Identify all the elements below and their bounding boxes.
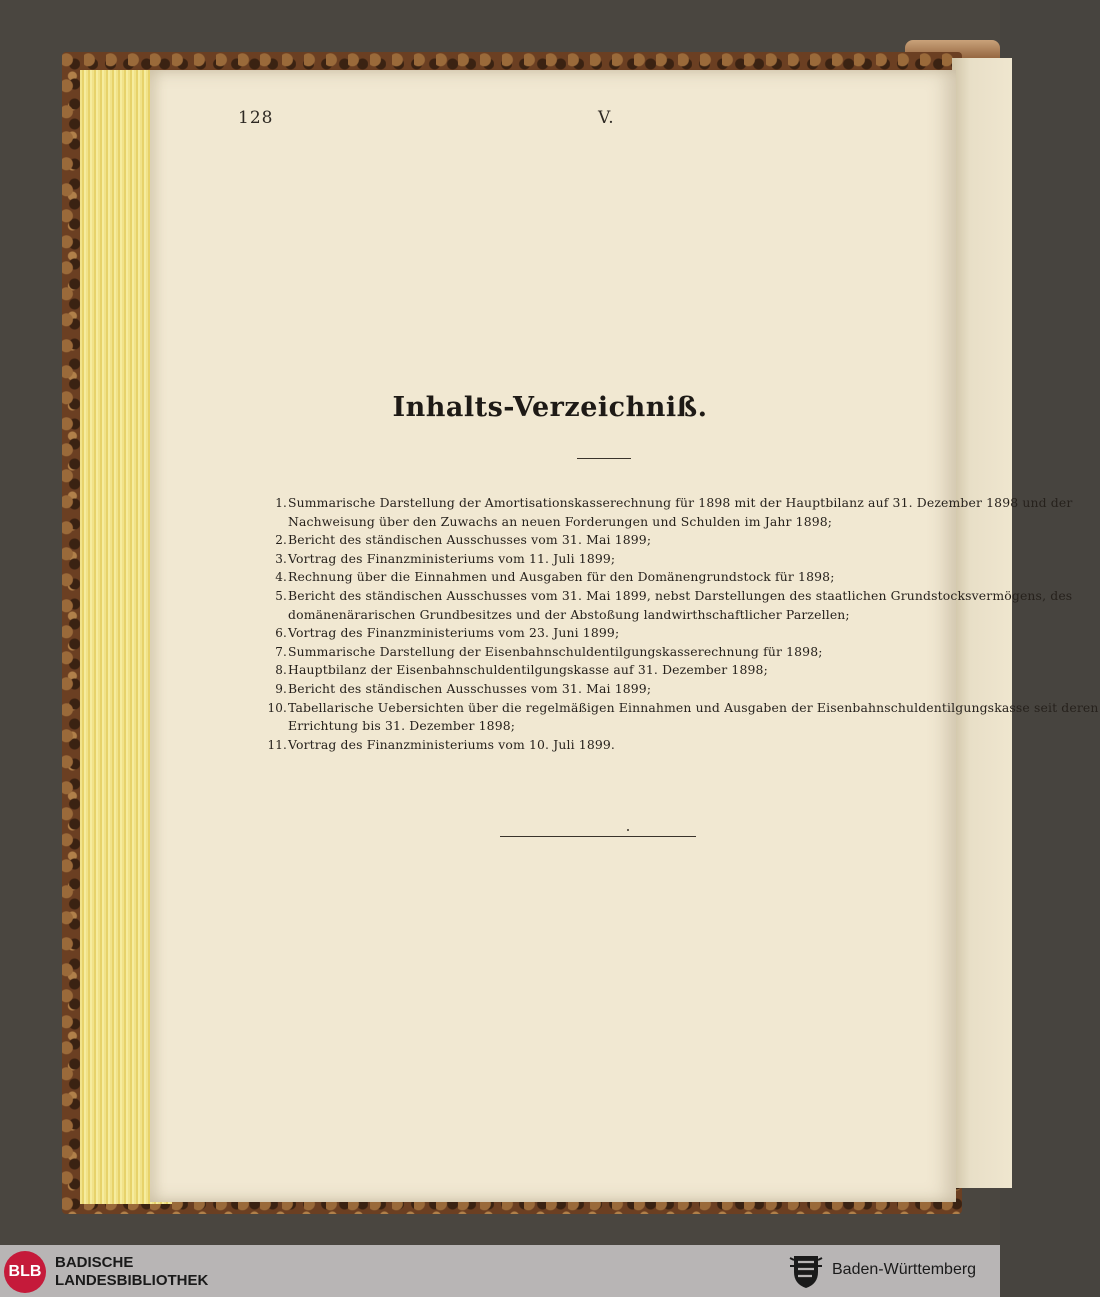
page-title: Inhalts-Verzeichniß. [392,392,708,423]
toc-entry-text: domänenärarischen Grundbesitzes und der Abstoßung landwirthschaftlicher Parzellen; [288,606,850,622]
toc-entry-text: Vortrag des Finanzministeriums vom 11. Juli 1899; [288,550,616,566]
page-number: 128 [238,108,274,128]
toc-entry [255,643,955,662]
toc-entry [255,606,955,625]
toc-entry [255,736,955,755]
toc-entry-text: Rechnung über die Einnahmen und Ausgaben für den Domänengrundstock für 1898; [288,569,835,585]
toc-entry-text: Summarische Darstellung der Amortisationskasserechnung für 1898 mit der Hauptbilanz auf 31. Dezember 1898 und der [288,495,1073,510]
library-name-line1: BADISCHE [55,1254,134,1271]
library-name[interactable] [55,1254,208,1290]
toc-entry-text: Tabellarische Uebersichten über die regelmäßigen Einnahmen und Ausgaben der Eisenbahnschuldentilgungskasse seit deren [288,699,1099,715]
toc-entry [255,494,1073,513]
toc-entry-text: Bericht des ständischen Ausschusses vom 31. Mai 1899; [288,532,652,548]
toc-entry [255,550,955,569]
state-name[interactable]: Baden-Württemberg [832,1261,977,1278]
toc-entry [255,531,955,550]
closing-rule-dot [627,829,629,831]
title-divider [577,458,631,459]
table-of-contents [255,494,1099,754]
toc-entry-text: Bericht des ständischen Ausschusses vom 31. Mai 1899, nebst Darstellungen des staatlichen Grundstocksvermögens, des [288,587,1073,603]
toc-entry-text: Vortrag des Finanzministeriums vom 23. Juni 1899; [288,625,620,641]
toc-entry-number: 9. [275,681,287,696]
facing-page [952,58,1012,1188]
toc-entry-text: Hauptbilanz der Eisenbahnschuldentilgungskasse auf 31. Dezember 1898; [288,662,768,678]
toc-entry-number: 2. [275,533,287,548]
viewer-footer [0,1245,1000,1297]
toc-entry-text: Nachweisung über den Zuwachs an neuen Forderungen und Schulden im Jahr 1898; [288,513,833,529]
section-number: V. [598,108,615,128]
toc-entry-text: Summarische Darstellung der Eisenbahnschuldentilgungskasserechnung für 1898; [288,643,823,659]
closing-rule [500,836,696,837]
toc-entry-number: 8. [275,663,287,678]
toc-entry [255,513,955,532]
toc-entry-number: 7. [275,644,287,659]
toc-entry [255,680,955,699]
toc-entry-number: 10. [267,700,287,715]
toc-entry [255,568,955,587]
blb-logo-icon[interactable]: BLB [4,1251,46,1293]
toc-entry [255,717,955,736]
toc-entry-text: Vortrag des Finanzministeriums vom 10. Juli 1899. [288,736,616,752]
toc-entry [255,587,1073,606]
toc-entry-number: 1. [275,496,287,510]
toc-entry [255,699,1099,718]
toc-entry-text: Errichtung bis 31. Dezember 1898; [288,718,516,734]
toc-entry [255,661,955,680]
toc-entry-number: 5. [275,588,287,603]
toc-entry-number: 3. [275,551,287,566]
toc-entry-text: Bericht des ständischen Ausschusses vom 31. Mai 1899; [288,680,652,696]
toc-entry-number: 4. [275,570,287,585]
library-name-line2: LANDESBIBLIOTHEK [55,1272,209,1289]
coat-of-arms-icon[interactable] [790,1252,822,1290]
toc-entry-number: 6. [275,626,287,641]
toc-entry [255,624,955,643]
toc-entry-number: 11. [267,737,287,752]
